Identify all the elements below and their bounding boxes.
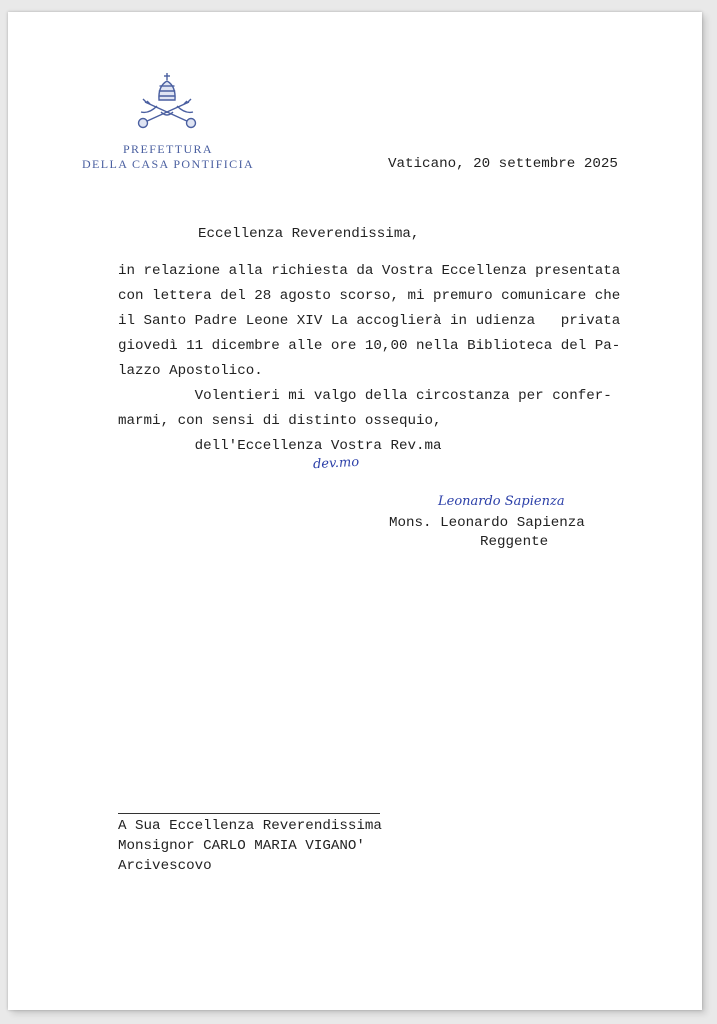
salutation: Eccellenza Reverendissima, (198, 226, 420, 242)
body-line: lazzo Apostolico. (118, 363, 263, 379)
papal-coat-of-arms-icon (135, 72, 199, 134)
body-line: marmi, con sensi di distinto ossequio, (118, 413, 442, 429)
handwritten-signature: Leonardo Sapienza (438, 494, 565, 509)
recipient-divider (118, 813, 380, 814)
body-line: giovedì 11 dicembre alle ore 10,00 nella Biblioteca del Pa- (118, 338, 621, 354)
signatory-title: Reggente (480, 534, 549, 550)
body-line: Volentieri mi valgo della circostanza per confer- (118, 388, 612, 404)
letterhead-line-2: DELLA CASA PONTIFICIA (81, 157, 255, 171)
letterhead (68, 142, 268, 172)
letterhead-line-1: PREFETTURA (122, 142, 213, 156)
recipient-line-2: Monsignor CARLO MARIA VIGANO' (118, 838, 365, 854)
body-line: il Santo Padre Leone XIV La accoglierà in udienza privata (118, 313, 621, 329)
letter-sheet (8, 12, 702, 1010)
recipient-line-1: A Sua Eccellenza Reverendissima (118, 818, 382, 834)
body-line: con lettera del 28 agosto scorso, mi premuro comunicare che (118, 288, 621, 304)
body-line: dell'Eccellenza Vostra Rev.ma (118, 438, 442, 454)
handwritten-initials: dev.mo (312, 454, 360, 473)
letter-date: Vaticano, 20 settembre 2025 (388, 156, 618, 172)
body-line: in relazione alla richiesta da Vostra Eccellenza presentata (118, 263, 621, 279)
recipient-line-3: Arcivescovo (118, 858, 212, 874)
signatory-name: Mons. Leonardo Sapienza (389, 515, 585, 531)
